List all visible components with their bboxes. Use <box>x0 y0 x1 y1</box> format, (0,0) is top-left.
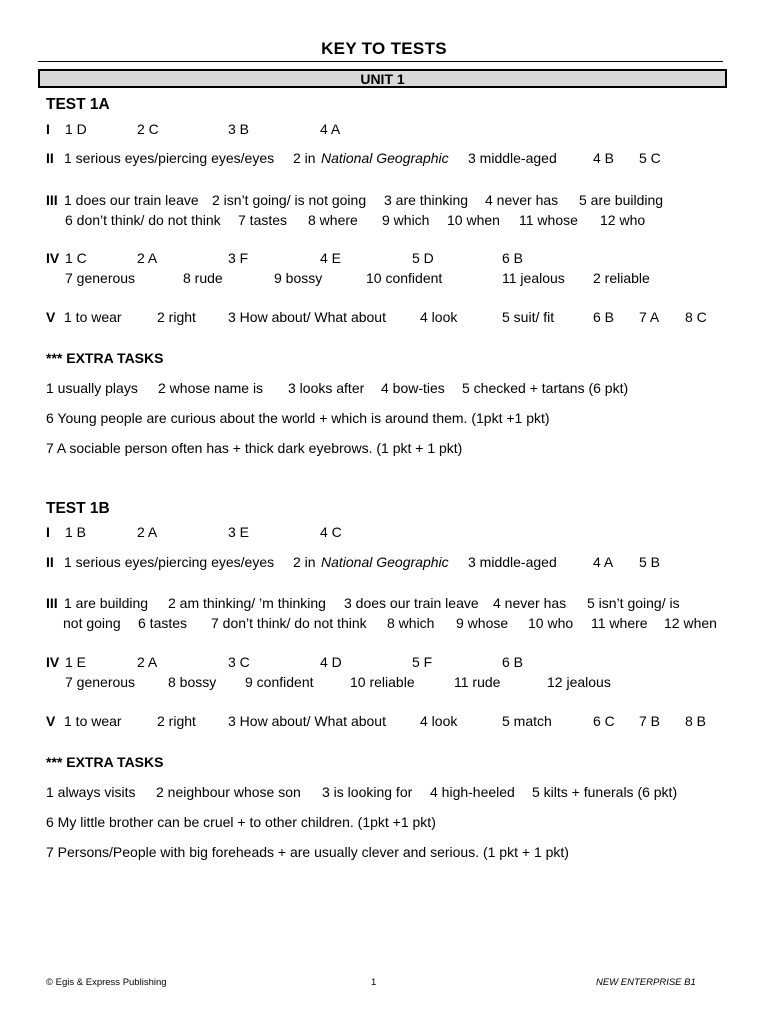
answer-item: 8 bossy <box>168 674 217 690</box>
answer-item: 5 match <box>502 713 552 729</box>
answer-item: 3 How about/ What about <box>228 713 386 729</box>
answer-item: 4 never has <box>493 595 567 611</box>
unit-banner: UNIT 1 <box>38 69 727 88</box>
answer-item: 8 where <box>308 212 358 228</box>
extra-item: 3 looks after <box>288 380 365 396</box>
answer-item: 2 isn’t going/ is not going <box>212 192 367 208</box>
answer-item: 4 A <box>593 554 614 570</box>
answer-item: 12 jealous <box>547 674 611 690</box>
answer-item: 1 to wear <box>64 309 122 325</box>
answer-item: 1 serious eyes/piercing eyes/eyes <box>64 554 275 570</box>
extra-item: 2 neighbour whose son <box>156 784 301 800</box>
answer-item: 3 middle-aged <box>468 150 557 166</box>
answer-item: 11 rude <box>454 674 501 690</box>
answer-item: 4 D <box>320 654 342 670</box>
answer-item: 2 A <box>137 524 158 540</box>
answer-item: 7 don’t think/ do not think <box>211 615 367 631</box>
test-1b-heading: TEST 1B <box>46 500 110 517</box>
answer-item: 3 are thinking <box>384 192 469 208</box>
answer-item: 11 where <box>591 615 648 631</box>
answer-item: 5 D <box>412 250 434 266</box>
answer-item: 12 when <box>664 615 717 631</box>
answer-item: 3 C <box>228 654 250 670</box>
answer-item: 2 in <box>293 554 316 570</box>
extra-item: 1 usually plays <box>46 380 138 396</box>
magazine-name: National Geographic <box>321 554 449 570</box>
answer-item: 12 who <box>600 212 646 228</box>
answer-item: 6 C <box>593 713 615 729</box>
answer-item: 3 B <box>228 121 250 137</box>
answer-item: 6 B <box>593 309 615 325</box>
answer-item: 3 How about/ What about <box>228 309 386 325</box>
answer-item: 9 confident <box>245 674 314 690</box>
answer-item: 3 does our train leave <box>344 595 479 611</box>
extra-line: 6 Young people are curious about the world + which is around them. (1pkt +1 pkt) <box>46 410 550 426</box>
answer-item: 1 D <box>65 121 87 137</box>
answer-item: 5 C <box>639 150 661 166</box>
answer-item: 10 when <box>447 212 500 228</box>
title-rule <box>38 61 723 62</box>
answer-item: 2 am thinking/ ’m thinking <box>168 595 326 611</box>
extra-item: 5 checked + tartans (6 pkt) <box>462 380 629 396</box>
answer-item: 2 C <box>137 121 159 137</box>
answer-item: 8 which <box>387 615 435 631</box>
answer-item: 2 A <box>137 250 158 266</box>
answer-item: 4 B <box>593 150 615 166</box>
answer-item: 5 F <box>412 654 433 670</box>
answer-item: 8 C <box>685 309 707 325</box>
answer-item: 7 tastes <box>238 212 288 228</box>
answer-item: 1 C <box>65 250 87 266</box>
answer-item: 3 F <box>228 250 249 266</box>
answer-item: 7 A <box>639 309 660 325</box>
extra-item: 2 whose name is <box>158 380 264 396</box>
test-1b-extra-heading: *** EXTRA TASKS <box>46 754 164 770</box>
answer-item: 8 B <box>685 713 707 729</box>
answer-item: 5 B <box>639 554 661 570</box>
extra-item: 5 kilts + funerals (6 pkt) <box>532 784 678 800</box>
answer-item: 3 E <box>228 524 250 540</box>
magazine-name: National Geographic <box>321 150 449 166</box>
answer-item: 1 are building <box>64 595 149 611</box>
page-title: KEY TO TESTS <box>321 39 447 58</box>
answer-item: 7 generous <box>65 270 136 286</box>
answer-item: 1 B <box>65 524 87 540</box>
answer-item: 9 bossy <box>274 270 323 286</box>
answer-item: 2 in <box>293 150 316 166</box>
answer-item: 7 generous <box>65 674 136 690</box>
answer-item: 10 who <box>528 615 574 631</box>
footer-copyright: © Egis & Express Publishing <box>46 977 167 988</box>
footer-page-number: 1 <box>371 977 377 988</box>
answer-item: 5 suit/ fit <box>502 309 555 325</box>
answer-item: 4 never has <box>485 192 559 208</box>
answer-item: 2 right <box>157 713 196 729</box>
test-1b-section-ii-label: II <box>46 554 54 570</box>
answer-item: not going <box>63 615 121 631</box>
answer-item: 6 B <box>502 654 524 670</box>
answer-item: 1 to wear <box>64 713 122 729</box>
answer-item: 10 confident <box>366 270 443 286</box>
answer-item: 3 middle-aged <box>468 554 557 570</box>
answer-item: 1 E <box>65 654 87 670</box>
answer-item: 11 whose <box>519 212 578 228</box>
test-1b-section-i-label: I <box>46 524 50 540</box>
answer-item: 4 C <box>320 524 342 540</box>
answer-item: 1 does our train leave <box>64 192 199 208</box>
answer-item: 5 isn’t going/ is <box>587 595 680 611</box>
footer-book-title: NEW ENTERPRISE B1 <box>596 977 696 988</box>
extra-line: 7 A sociable person often has + thick dark eyebrows. (1 pkt + 1 pkt) <box>46 440 463 456</box>
test-1b-section-iii-label: III <box>46 595 58 611</box>
answer-item: 4 E <box>320 250 342 266</box>
test-1a-section-ii-label: II <box>46 150 54 166</box>
answer-item: 9 which <box>382 212 430 228</box>
test-1a-section-v-label: V <box>46 309 56 325</box>
answer-item: 4 look <box>420 309 458 325</box>
answer-item: 6 tastes <box>138 615 188 631</box>
answer-item: 2 reliable <box>593 270 650 286</box>
answer-item: 7 B <box>639 713 661 729</box>
answer-item: 11 jealous <box>502 270 565 286</box>
extra-item: 4 high-heeled <box>430 784 515 800</box>
answer-item: 4 look <box>420 713 458 729</box>
answer-item: 2 right <box>157 309 196 325</box>
extra-item: 1 always visits <box>46 784 136 800</box>
test-1b-section-iv-label: IV <box>46 654 60 670</box>
answer-item: 2 A <box>137 654 158 670</box>
answer-item: 1 serious eyes/piercing eyes/eyes <box>64 150 275 166</box>
test-1a-heading: TEST 1A <box>46 96 110 113</box>
test-1a-section-i-label: I <box>46 121 50 137</box>
answer-item: 10 reliable <box>350 674 415 690</box>
extra-line: 7 Persons/People with big foreheads + are usually clever and serious. (1 pkt + 1 pkt) <box>46 844 569 860</box>
test-1a-extra-heading: *** EXTRA TASKS <box>46 350 164 366</box>
test-1b-section-v-label: V <box>46 713 56 729</box>
extra-item: 3 is looking for <box>322 784 413 800</box>
extra-line: 6 My little brother can be cruel + to other children. (1pkt +1 pkt) <box>46 814 436 830</box>
test-1a-section-iii-label: III <box>46 192 58 208</box>
answer-item: 6 B <box>502 250 524 266</box>
answer-item: 4 A <box>320 121 341 137</box>
extra-item: 4 bow-ties <box>381 380 445 396</box>
answer-item: 6 don’t think/ do not think <box>65 212 221 228</box>
test-1a-section-iv-label: IV <box>46 250 60 266</box>
answer-item: 9 whose <box>456 615 509 631</box>
answer-item: 5 are building <box>579 192 664 208</box>
answer-item: 8 rude <box>183 270 223 286</box>
